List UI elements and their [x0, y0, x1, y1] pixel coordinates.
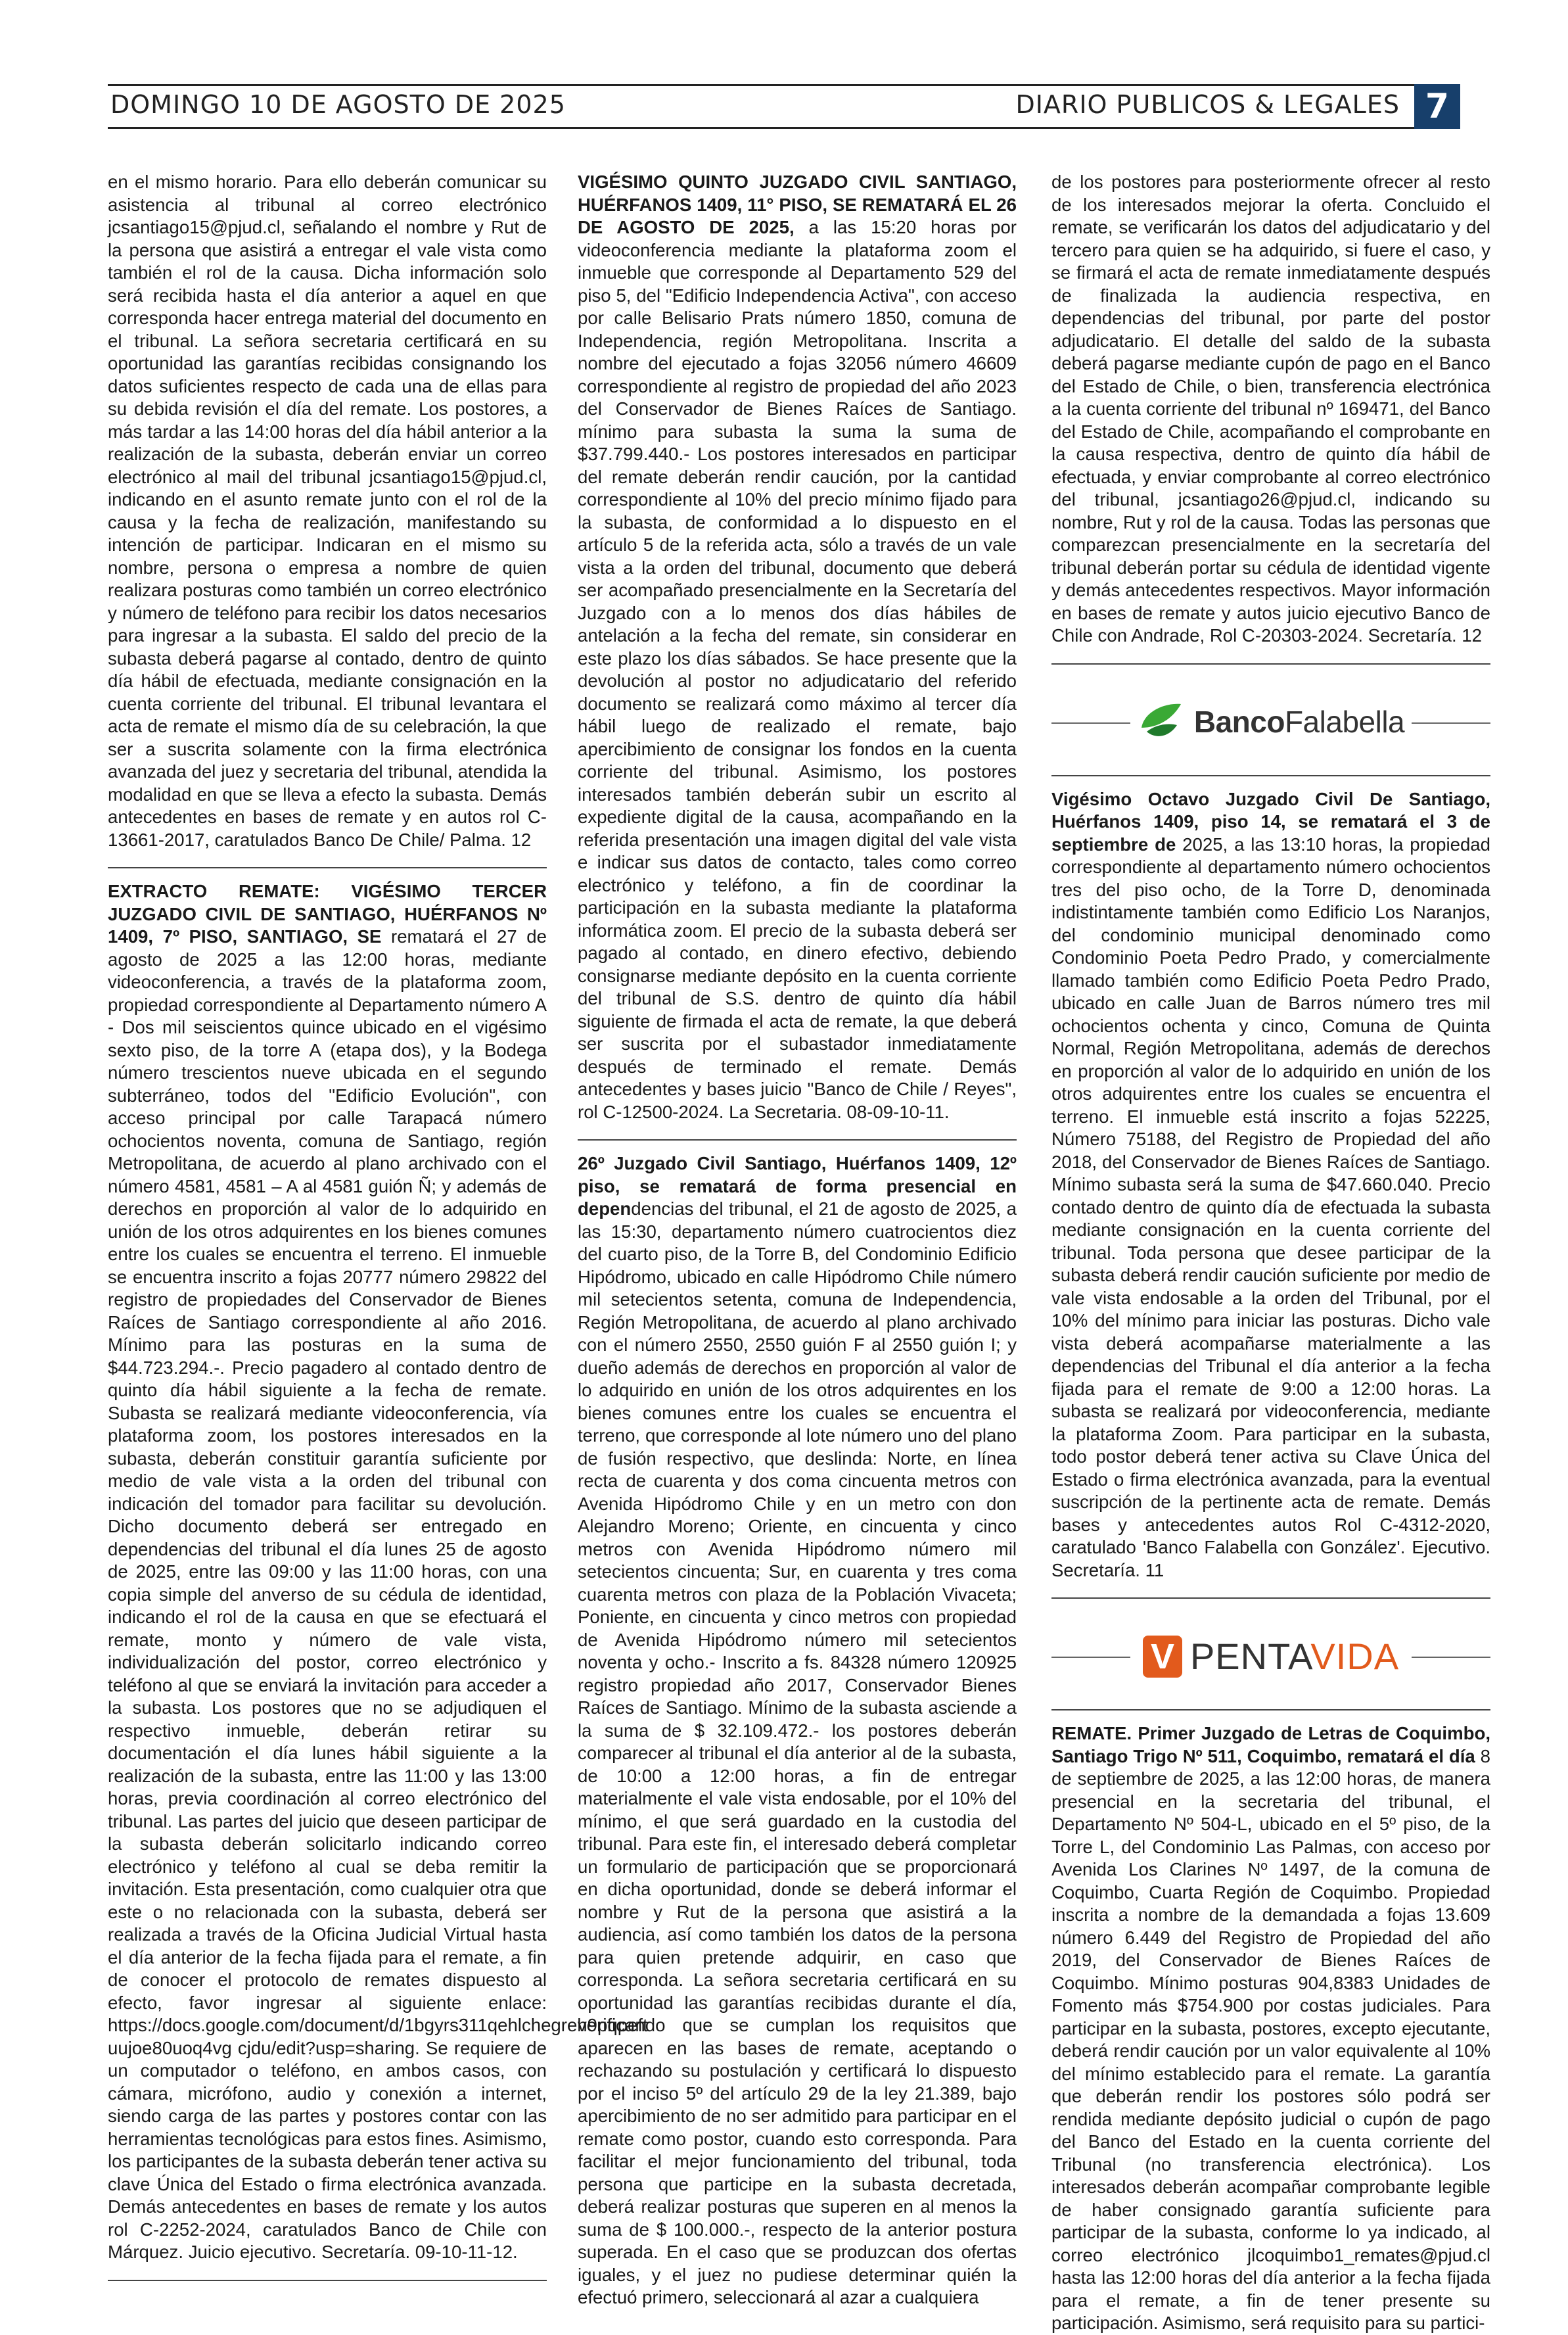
divider	[1051, 1597, 1490, 1599]
notice-body: rematará el 27 de agosto de 2025 a las 12:00 horas, mediante videoconferencia, a través de la plataforma zoom, propiedad correspondiente al Departamento número A - Dos mil seiscientos quince ubicado en el vigésimo sexto piso, de la torre A (etapa dos), y la Bodega número trescientos nueve ubicada en el segundo subterráneo, todos del "Edificio Evolución", con acceso principal por calle Tarapacá número ochocientos noventa, comuna de Santiago, región Metropolitana, de acuerdo al plano archivado con el número 4581, 4581 – A al 4581 guión Ñ; y además de derechos en proporción al valor de lo adquirido en unión de los otros adquirentes en los bienes comunes entre los cuales se encuentra el terreno. El inmueble se encuentra inscrito a fojas 20777 número 29822 del registro de propiedades del Conservador de Bienes Raíces de Santiago correspondiente al año 2016. Mínimo para las posturas en la suma de $44.723.294.-. Precio pagadero al contado dentro de quinto día hábil siguiente a la fecha de remate. Subasta se realizará mediante videoconferencia, vía plataforma zoom, los postores interesados en la subasta, deberán constituir garantía suficiente por medio de vale vista a la orden del tribunal con indicación del tomador para facilitar su devolución. Dicho documento deberá ser entregado en dependencias del tribunal el día lunes 25 de agosto de 2025, entre las 09:00 y las 11:00 horas, con una copia simple del anverso de su cédula de identidad, indicando el rol de la causa en que se efectuará el remate, monto y número de vale vista, individualización del postor, correo electrónico y teléfono al que se enviará la invitación para acceder a la subasta. Los postores que no se adjudiquen el respectivo inmueble, deberán retirar su documentación el día lunes hábil siguiente a la realización de la subasta, entre las 11:00 y las 13:00 horas, previa coordinación al correo electrónico del tribunal. Las partes del juicio que deseen participar de la subasta deberán solicitarlo indicando correo electrónico y teléfono al cual se deba remitir la invitación. Esta presentación, como cualquier otra que este o no relacionada con la subasta, deberá ser realizada a través de la Oficina Judicial Virtual hasta el día anterior de la fecha fijada para el remate, a fin de conocer el protocolo de remates dispuesto al efecto, favor ingresar al siguiente enlace: https://docs.google.com/document/d/1bgyrs311qehlchegreh9pqpeft uujoe80uoq4vg cjdu/edit?usp=sharing. Se requiere de un computador o teléfono, en ambos casos, con cámara, micrófono, audio y conexión a internet, siendo carga de las partes y postores contar con las herramientas tecnológicas para estos fines. Asimismo, los participantes de la subasta deberán tener activa su clave Única del Estado o firma electrónica avanzada. Demás antecedentes en bases de remate y los autos rol C-2252-2024, caratulados Banco de Chile con Márquez. Juicio ejecutivo. Secretaría. 09-10-11-12.	[108, 926, 648, 2262]
notice-28-juzgado	[1051, 788, 1490, 1582]
notice-lead: EXTRACTO REMATE: VIGÉSIMO TERCER JUZGADO CIVIL DE SANTIAGO, HUÉRFANOS Nº 1409, 7º PISO, SANTIAGO, SE	[108, 881, 547, 947]
notice-lead: 26º Juzgado Civil Santiago, Huérfanos 1409, 12º piso, se rematará de forma presencial en depen	[578, 1153, 1017, 1219]
notice-text	[1051, 1722, 1490, 2335]
divider	[578, 1139, 1017, 1141]
penta-vida-logo	[1051, 1611, 1490, 1703]
page-number: 7	[1414, 84, 1460, 129]
logo-line	[1412, 722, 1490, 724]
divider	[1051, 775, 1490, 776]
notice-25-juzgado	[578, 171, 1017, 1123]
banco-falabella-wordmark: BancoFalabella	[1193, 705, 1405, 740]
notice-body: en el mismo horario. Para ello deberán comunicar su asistencia al tribunal al correo electrónico jcsantiago15@pjud.cl, señalando el nombre y Rut de la persona que asistirá a entregar el vale vista como también el rol de la causa. Dicha información solo será recibida hasta el día anterior a aquel en que corresponda hacer entrega material del documento en el tribunal. La señora secretaria certificará en su oportunidad las garantías recibidas consignando los datos suficientes respecto de cada una de ellas para su debida revisión el día del remate. Los postores, a más tardar a las 14:00 horas del día hábil anterior a la realización de la subasta, deberán enviar un correo electrónico al mail del tribunal jcsantiago15@pjud.cl, indicando en el asunto remate junto con el rol de la causa y la fecha de realización, manifestando su intención de participar. Indicaran en el mismo su nombre, persona o empresa a nombre de quien realizara posturas como también un correo electrónico y número de teléfono para recibir los datos necesarios para ingresar a la subasta. El saldo del precio de la subasta deberá pagarse al contado, dentro de quinto día hábil de efectuada, mediante consignación en la cuenta corriente del tribunal. El tribunal levantara el acta de remate el mismo día de su celebración, la que ser a suscrita solamente con la firma electrónica avanzada del juez y secretaria del tribunal, atendida la modalidad en que se lleva a efecto la subasta. Demás antecedentes en bases de remate y en autos rol C-13661-2017, caratulados Banco De Chile/ Palma. 12	[108, 172, 547, 850]
notice-lead: Vigésimo Octavo Juzgado Civil De Santiago, Huérfanos 1409, piso 14, se rematará el 3 de septiembre de	[1051, 788, 1490, 855]
penta-v-icon: V	[1143, 1636, 1182, 1678]
notice-continued	[108, 171, 547, 851]
divider	[1051, 663, 1490, 665]
divider	[1051, 1709, 1490, 1710]
page-header	[108, 84, 1460, 129]
notice-coquimbo	[1051, 1722, 1490, 2335]
notice-text	[578, 171, 1017, 1123]
notice-26-juzgado-cont	[1051, 171, 1490, 648]
divider	[108, 867, 547, 868]
notice-body: a las 15:20 horas por videoconferencia mediante la plataforma zoom el inmueble que corresponde al Departamento 529 del piso 5, del "Edificio Independencia Activa", con acceso por calle Belisario Prats número 1850, comuna de Independencia, región Metropolitana. Inscrita a nombre del ejecutado a fojas 32056 número 46609 correspondiente al registro de propiedad del año 2023 del Conservador de Bienes Raíces de Santiago. mínimo para subasta la suma la suma de $37.799.440.- Los postores interesados en participar del remate deberán rendir caución, por la cantidad correspondiente al 10% del precio mínimo fijado para la subasta, de conformidad a lo dispuesto en el artículo 5 de la referida acta, sólo a través de un vale vista a la orden del tribunal, documento que deberá ser acompañado presencialmente en la Secretaría del Juzgado con a lo menos dos días hábiles de antelación a la fecha del remate, sin considerar en este plazo los días sábados. Se hace presente que la devolución al postor no adjudicatario del referido documento se realizará como máximo al tercer día hábil luego de realizado el remate, bajo apercibimiento de consignar los fondos en la cuenta corriente del tribunal. Asimismo, los postores interesados también deberán subir un escrito al expediente digital de la causa, acompañando en la referida presentación una imagen digital del vale vista e indicar sus datos de contacto, tales como correo electrónico y teléfono, a fin de coordinar la participación en la subasta mediante la plataforma informática zoom. El precio de la subasta deberá ser pagado al contado, en dinero efectivo, debiendo consignarse mediante depósito en la cuenta corriente del tribunal de S.S. dentro de quinto día hábil siguiente de firmada el acta de remate, la que deberá ser suscrita por el subastador inmediatamente después de terminado el remate. Demás antecedentes y bases juicio "Banco de Chile / Reyes", rol C-12500-2024. La Secretaria. 08-09-10-11.	[578, 217, 1017, 1122]
logo-line	[1412, 1657, 1490, 1658]
notice-text	[108, 880, 648, 2264]
penta-vida-wordmark: PENTAVIDA	[1189, 1635, 1400, 1677]
notice-text	[108, 171, 547, 851]
notice-lead: VIGÉSIMO QUINTO JUZGADO CIVIL SANTIAGO, HUÉRFANOS 1409, 11° PISO, SE REMATARÁ EL 26 DE AGOSTO DE 2025,	[578, 172, 1017, 237]
notice-23-juzgado	[108, 880, 648, 2264]
column-1	[108, 171, 648, 2262]
divider	[108, 2280, 547, 2281]
issue-date: DOMINGO 10 DE AGOSTO DE 2025	[110, 90, 566, 119]
column-3	[1051, 171, 1490, 2333]
notice-lead: REMATE. Primer Juzgado de Letras de Coquimbo, Santiago Trigo Nº 511, Coquimbo, rematará el día	[1051, 1723, 1490, 1766]
section-title: DIARIO PUBLICOS & LEGALES	[1015, 90, 1400, 119]
notice-body: de los postores para posteriormente ofrecer al resto de los interesados mejorar la oferta. Concluido el remate, se verificarán los datos del adjudicatario y del tercero para quien se ha adquirido, si fuere el caso, y se firmará el acta de remate inmediatamente después de finalizada la audiencia respectiva, en dependencias del tribunal, por parte del postor adjudicatario. El detalle del saldo de la subasta deberá pagarse mediante cupón de pago en el Banco del Estado de Chile, o bien, transferencia electrónica a la cuenta corriente del tribunal nº 169471, del Banco del Estado de Chile, acompañando el comprobante en la causa respectiva, dentro de quinto día hábil de efectuada, y enviar comprobante al correo electrónico del tribunal, jcsantiago26@pjud.cl, indicando su nombre, Rut y rol de la causa. Todas las personas que comparezcan presencialmente en la secretaría del tribunal deberán portar su cédula de identidad vigente y demás antecedentes respectivos. Mayor información en bases de remate y autos juicio ejecutivo Banco de Chile con Andrade, Rol C-20303-2024. Secretaría. 12	[1051, 172, 1490, 646]
logo-line	[1051, 1657, 1130, 1658]
notice-26-juzgado	[578, 1152, 1017, 2309]
notice-body: 2025, a las 13:10 horas, la propiedad correspondiente al departamento número ochocientos tres del piso ocho, de la Torre D, denominada indistintamente también como Edificio Los Naranjos, del condominio municipal denominado como Condominio Poeta Pedro Prado, y comercialmente llamado también como Edificio Poeta Pedro Prado, ubicado en calle Juan de Barros número tres mil ochocientos ochenta y cinco, Comuna de Quinta Normal, Región Metropolitana, además de derechos en proporción al valor de lo adquirido en unión de los otros adquirentes entre los cuales se encuentra el terreno. El inmueble está inscrito a fojas 52225, Número 75188, del Registro de Propiedad del año 2018, del Conservador de Bienes Raíces de Santiago. Mínimo subasta será la suma de $47.660.040. Precio contado dentro de quinto día de efectuada la subasta mediante consignación en la cuenta corriente del tribunal. Toda persona que desee participar de la subasta deberá rendir caución suficiente por medio de vale vista endosable a la orden del Tribunal, por el 10% del mínimo para iniciar las posturas. Dicho vale vista deberá acompañarse materialmente a las dependencias del Tribunal el día anterior a la fecha fijada para el remate de 9:00 a 12:00 horas. La subasta se realizará por videoconferencia, mediante la plataforma Zoom. Para participar en la subasta, todo postor deberá tener activa su Clave Única del Estado o firma electrónica avanzada, para la eventual suscripción de la pertinente acta de remate. Demás bases y antecedentes autos Rol C-4312-2020, caratulado 'Banco Falabella con González'. Ejecutivo. Secretaría. 11	[1051, 834, 1490, 1580]
notice-text	[1051, 788, 1490, 1582]
notice-text	[1051, 171, 1490, 648]
notice-text	[578, 1152, 1017, 2309]
column-2	[578, 171, 1017, 2307]
banco-falabella-logo	[1051, 676, 1490, 768]
logo-line	[1051, 722, 1130, 724]
falabella-leaf-icon	[1138, 699, 1185, 746]
notice-body: dencias del tribunal, el 21 de agosto de 2025, a las 15:30, departamento número cuatrocientos diez del cuarto piso, de la Torre B, del Condominio Edificio Hipódromo, ubicado en calle Hipódromo Chile número mil setecientos setenta, comuna de Independencia, Región Metropolitana, de acuerdo al plano archivado con el número 2550, 2550 guión F al 2550 guión I; y dueño además de derechos en proporción al valor de lo adquirido en unión de los otros adquirentes en los bienes comunes entre los cuales se encuentra el terreno, que corresponde al lote número uno del plano de fusión respectivo, que deslinda: Norte, en línea recta de cuarenta y dos coma cincuenta metros con Avenida Hipódromo Chile y en un metro con don Alejandro Moreno; Oriente, en cincuenta y cinco metros con Avenida Hipódromo número mil setecientos cincuenta; Sur, en cuarenta y tres coma cuarenta metros con plaza de la Población Vivaceta; Poniente, en cincuenta y cinco metros con propiedad de Avenida Hipódromo número mil setecientos noventa y ocho.- Inscrito a fs. 84328 número 120925 registro propiedad año 2017, Conservador Bienes Raíces de Santiago. Mínimo de la subasta asciende a la suma de $ 32.109.472.- los postores deberán comparecer al tribunal el día anterior al de la subasta, de 10:00 a 12:00 horas, a fin de entregar materialmente el vale vista endosable, por el 10% del mínimo, el que será guardado en la custodia del tribunal. Para este fin, el interesado deberá completar un formulario de participación que se proporcionará en dicha oportunidad, donde se deberá informar el nombre y Rut de la persona que asistirá a la audiencia, así como también los datos de la persona para quien pretende adquirir, en caso que corresponda. La señora secretaria certificará en su oportunidad las garantías recibidas durante el día, verificando que se cumplan los requisitos que aparecen en las bases de remate, aceptando o rechazando su postulación y certificará lo dispuesto por el inciso 5º del artículo 29 de la ley 21.389, bajo apercibimiento de no ser admitido para participar en el remate como postor, cuando esto corresponda. Para facilitar el mejor funcionamiento del tribunal, toda persona que participe en la subasta decretada, deberá realizar posturas que superen en al menos la suma de $ 100.000.-, respecto de la anterior postura superada. En el caso que se produzcan dos ofertas iguales, y el juez no pudiese determinar quién la efectuó primero, seleccionará al azar a cualquiera	[578, 1198, 1017, 2307]
notice-body: 8 de septiembre de 2025, a las 12:00 horas, de manera presencial en la secretaria del tribunal, el Departamento Nº 504-L, ubicado en el 5º piso, de la Torre L, del Condominio Las Palmas, con acceso por Avenida Los Clarines Nº 1497, de la comuna de Coquimbo, Cuarta Región de Coquimbo. Propiedad inscrita a nombre de la demandada a fojas 13.609 número 6.449 del Registro de Propiedad del año 2019, del Conservador de Bienes Raíces de Coquimbo. Mínimo posturas 904,8383 Unidades de Fomento más $754.900 por costas judiciales. Para participar en la subasta, postores, excepto ejecutante, deberá rendir caución por un valor equivalente al 10% del mínimo establecido para el remate. La garantía que deberán rendir los postores sólo podrá ser rendida mediante depósito judicial o cupón de pago del Banco del Estado en la cuenta corriente del Tribunal (no transferencia electrónica). Los interesados deberán acompañar comprobante legible de haber consignado garantía suficiente para participar de la subasta, conforme lo ya indicado, al correo electrónico jlcoquimbo1_remates@pjud.cl hasta las 12:00 horas del día anterior a la fecha fijada para el remate, a fin de tener presente su participación. Asimismo, será requisito para su partici-	[1051, 1745, 1490, 2333]
